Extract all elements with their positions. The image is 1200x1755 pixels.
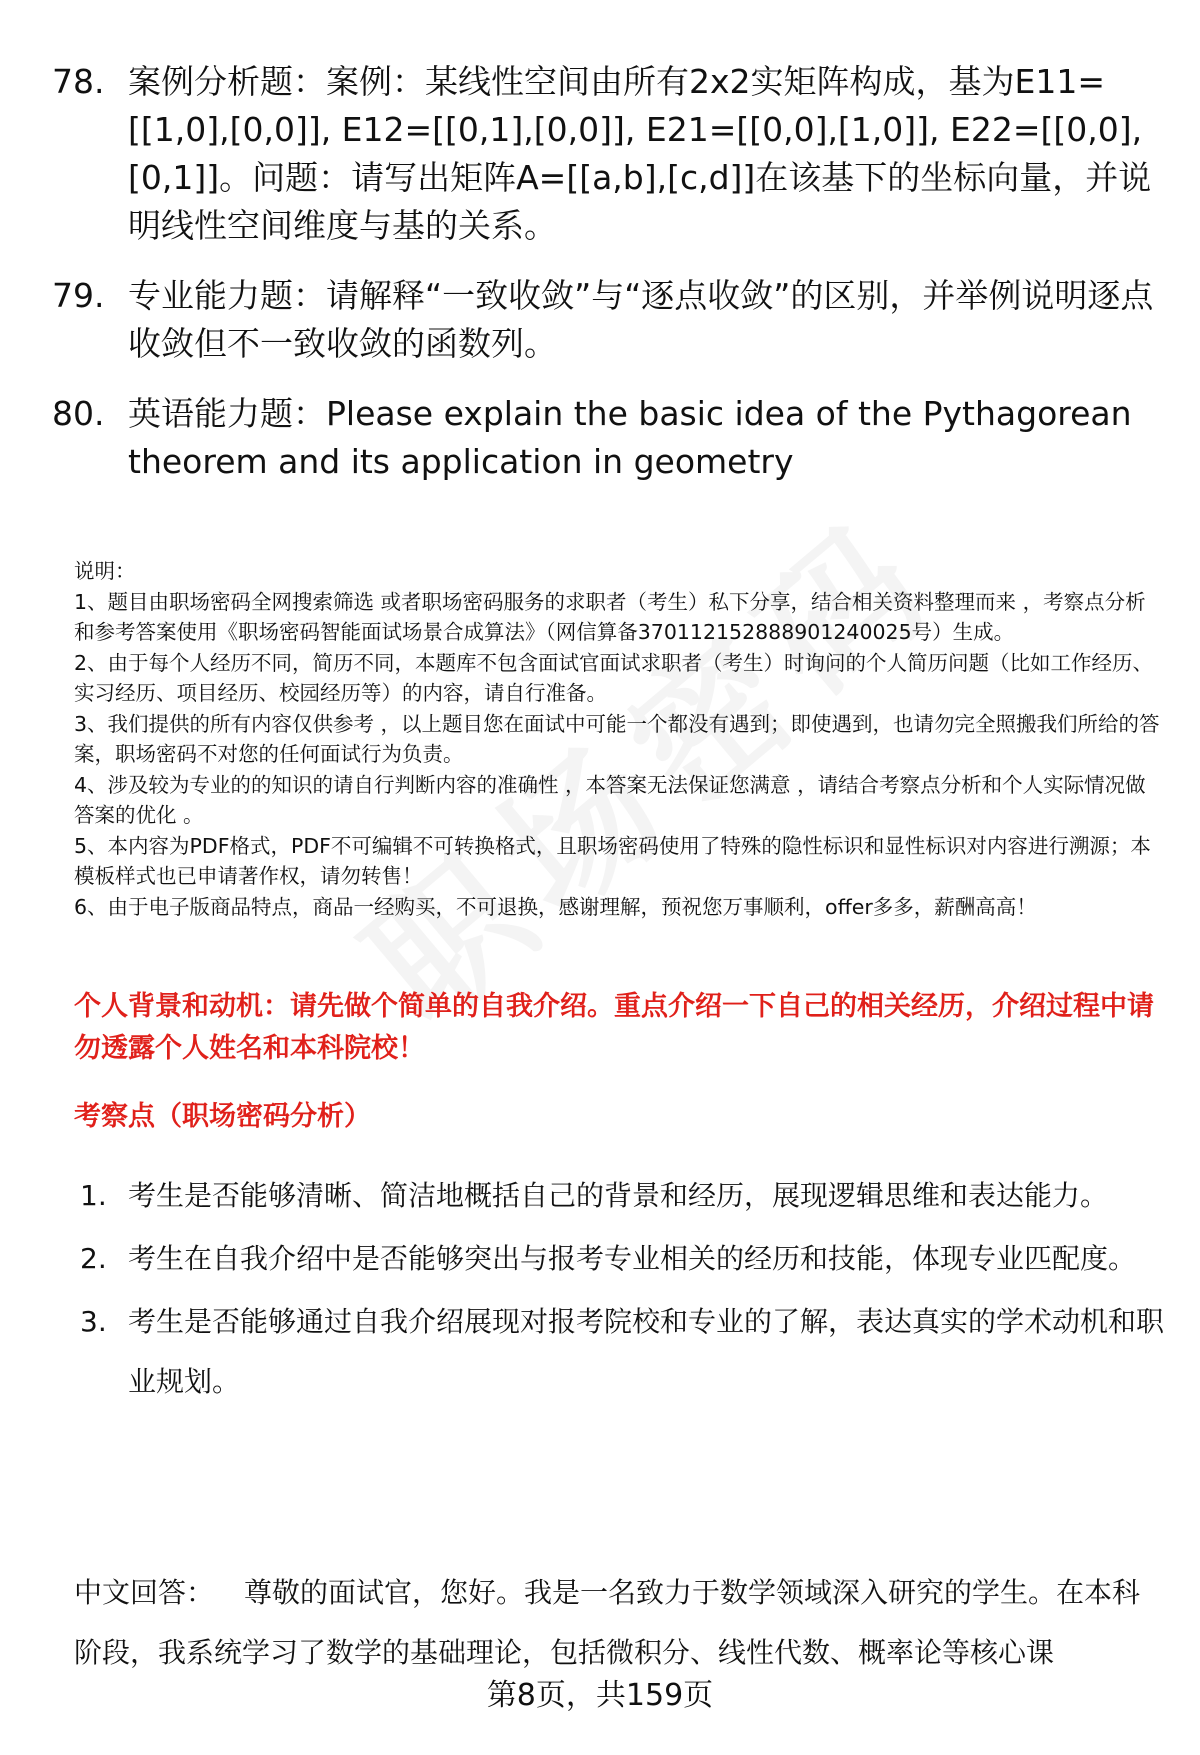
note-item: 5、本内容为PDF格式，PDF不可编辑不可转换格式，且职场密码使用了特殊的隐性标识和显性标识对内容进行溯源；本模板样式也已申请著作权，请勿转售！ [74,833,1151,888]
page-number: 第8页，共159页 [486,1678,714,1713]
note-item: 1、题目由职场密码全网搜索筛选 或者职场密码服务的求职者（考生）私下分享，结合相关资料整理而来 ，考察点分析和参考答案使用《职场密码智能面试场景合成算法》（网信算备370112152888901240025号）生成。 [74,589,1146,644]
focus-point-number: 3. [80,1305,107,1338]
focus-title: 考察点（职场密码分析） [74,1101,371,1132]
focus-point [80,1229,1170,1289]
question-number: 78. [52,62,105,101]
notes-title: 说明： [74,559,136,583]
note-item: 3、我们提供的所有内容仅供参考 ，以上题目您在面试中可能一个都没有遇到；即使遇到，也请勿完全照搬我们所给的答案，职场密码不对您的任何面试行为负责。 [74,711,1160,766]
question-list [52,58,1162,508]
answer-text: 尊敬的面试官，您好。我是一名致力于数学领域深入研究的学生。在本科阶段，我系统学习了数学的基础理论，包括微积分、线性代数、概率论等核心课 [74,1576,1141,1669]
focus-point-text: 考生在自我介绍中是否能够突出与报考专业相关的经历和技能，体现专业匹配度。 [128,1242,1137,1275]
focus-point-text: 考生是否能够清晰、简洁地概括自己的背景和经历，展现逻辑思维和表达能力。 [128,1179,1109,1212]
question-item [52,390,1162,486]
focus-point-number: 2. [80,1242,107,1275]
focus-point-text: 考生是否能够通过自我介绍展现对报考院校和专业的了解，表达真实的学术动机和职业规划。 [128,1305,1165,1398]
question-number: 80. [52,394,105,433]
notes-section [74,556,1164,922]
question-text: 英语能力题：Please explain the basic idea of the Pythagorean theorem and its application in geometry [128,394,1132,481]
note-item: 6、由于电子版商品特点，商品一经购买，不可退换，感谢理解，预祝您万事顺利，offer多多，薪酬高高！ [74,894,1037,919]
question-text: 案例分析题：案例：某线性空间由所有2x2实矩阵构成，基为E11=[[1,0],[0,0]], E12=[[0,1],[0,0]], E21=[[0,0],[1,0]], E22=[[0,0],[0,1]]。问题：请写出矩阵A=[[a,b],[c,d]]在该基下的坐标向量，并说明线性空间维度与基的关系。 [128,62,1152,245]
focus-point-number: 1. [80,1179,107,1212]
focus-point [80,1292,1170,1412]
answer-section [74,1563,1164,1683]
question-item [52,272,1162,368]
focus-point [80,1166,1170,1226]
background-question: 个人背景和动机：请先做个简单的自我介绍。重点介绍一下自己的相关经历，介绍过程中请勿透露个人姓名和本科院校！ [74,991,1154,1064]
question-item [52,58,1162,250]
focus-points-list [80,1166,1170,1415]
answer-label: 中文回答： [74,1576,215,1609]
question-number: 79. [52,276,105,315]
note-item: 2、由于每个人经历不同，简历不同，本题库不包含面试官面试求职者（考生）时询问的个人简历问题（比如工作经历、实习经历、项目经历、校园经历等）的内容，请自行准备。 [74,650,1154,705]
note-item: 4、涉及较为专业的的知识的请自行判断内容的准确性 ，本答案无法保证您满意 ，请结合考察点分析和个人实际情况做答案的优化 。 [74,772,1146,827]
question-text: 专业能力题：请解释“一致收敛”与“逐点收敛”的区别，并举例说明逐点收敛但不一致收敛的函数列。 [128,276,1154,363]
